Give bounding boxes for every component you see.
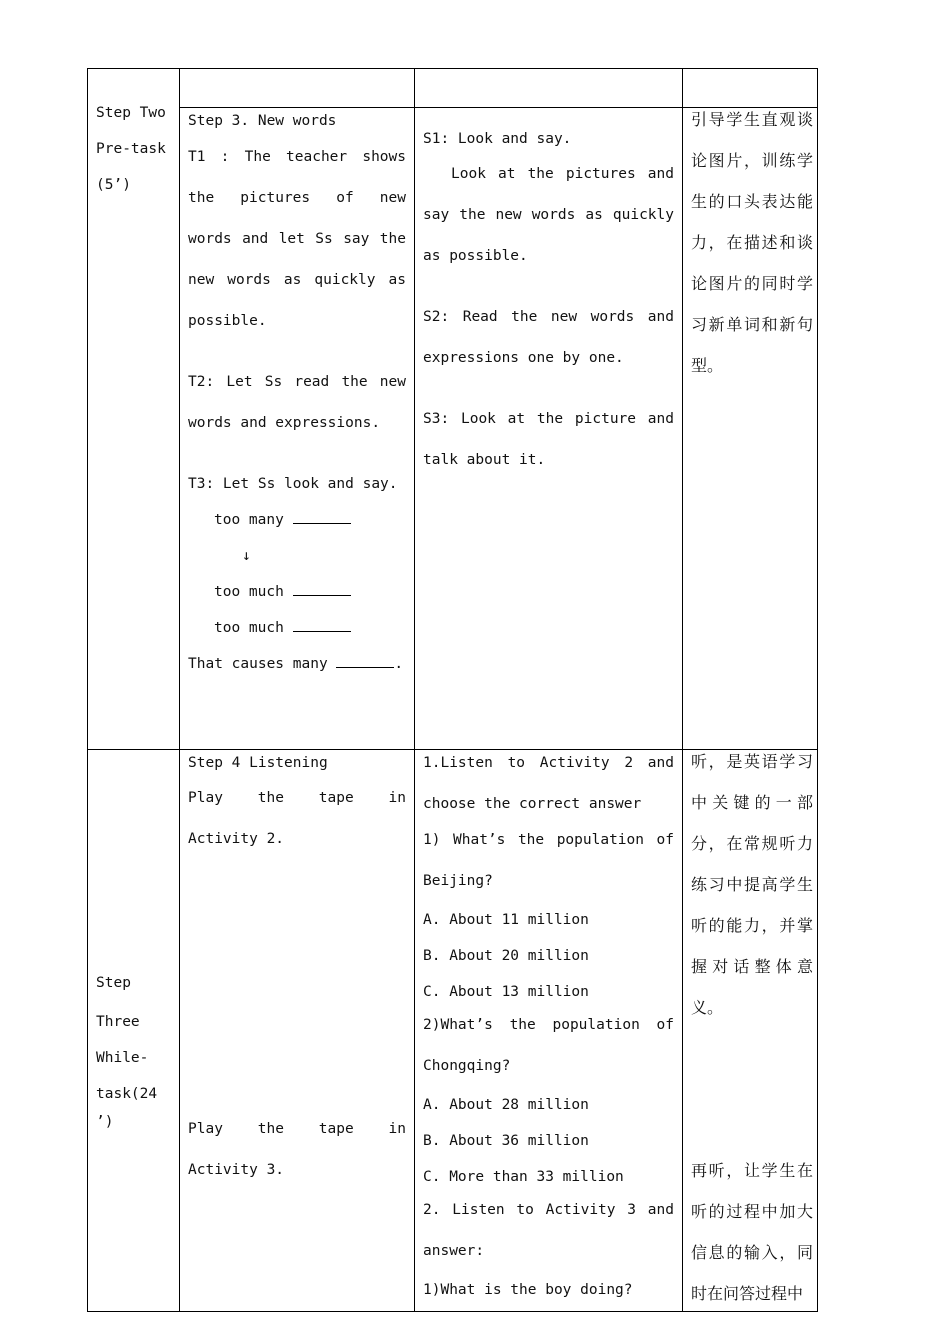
option: A. About 11 million (423, 912, 589, 928)
option: C. More than 33 million (423, 1169, 624, 1185)
student-step-s1-body: Look at the pictures and say the new words as quickly as possible. (423, 166, 674, 264)
answer-blank (293, 595, 351, 596)
step-heading: Step 4 Listening (188, 755, 328, 771)
option: B. About 36 million (423, 1133, 589, 1149)
question-3: 1)What is the boy doing? (423, 1282, 633, 1298)
chain-word: too much (214, 584, 284, 600)
lesson-plan-table (87, 68, 818, 1312)
teacher-activity-cell (188, 111, 406, 674)
student-step-s3: S3: Look at the picture and talk about it. (423, 411, 674, 468)
column-divider (682, 69, 683, 1311)
chain-word: too many (214, 512, 284, 528)
stage-line: ’) (96, 1114, 114, 1130)
down-arrow: ↓ (242, 548, 251, 564)
teacher-step-t3: T3: Let Ss look and say. (188, 476, 398, 492)
purpose-cell-relisten: 再听，让学生在听的过程中加大信息的输入，同时在问答过程中 (691, 1161, 813, 1303)
purpose-cell-whiletask: 听，是英语学习中关键的一部分，在常规听力练习中提高学生听的能力，并掌握对话整体意义。 (691, 752, 813, 1017)
stage-line: Step Two (96, 105, 166, 121)
student-activity-cell (423, 129, 674, 481)
step-heading: Step 3. New words (188, 113, 337, 129)
answer-blank (293, 523, 351, 524)
column-divider (179, 69, 180, 1311)
stage-cell-whiletask (96, 963, 174, 1132)
student-step-s1-title: S1: Look and say. (423, 131, 572, 147)
student-step-s2: S2: Read the new words and expressions one by one. (423, 309, 674, 366)
chain-line (188, 618, 406, 638)
final-line (188, 654, 406, 674)
option: B. About 20 million (423, 948, 589, 964)
teacher-step-t1: T1 : The teacher shows the pictures of new words and let Ss say the new words as quickly as possible. (188, 149, 406, 329)
stage-line: (5’) (96, 177, 131, 193)
listen-task-2: 2. Listen to Activity 3 and answer: (423, 1202, 674, 1259)
purpose-cell-pretask: 引导学生直观谈论图片，训练学生的口头表达能力，在描述和谈论图片的同时学习新单词和新句型。 (691, 110, 813, 375)
stage-cell-pretask (96, 95, 174, 203)
question-1: 1) What’s the population of Beijing? (423, 832, 674, 889)
teacher-play-activity-3: Play the tape in Activity 3. (188, 1121, 406, 1178)
stage-line: Pre-task (96, 141, 166, 157)
student-activity-cell-2 (423, 753, 674, 1308)
answer-blank (293, 631, 351, 632)
period: . (394, 656, 404, 672)
teacher-step-t2: T2: Let Ss read the new words and expressions. (188, 374, 406, 431)
teacher-activity-cell-2 (188, 753, 406, 1178)
stage-line: task(24 (96, 1086, 158, 1102)
stage-line: While- (96, 1050, 149, 1066)
option: A. About 28 million (423, 1097, 589, 1113)
final-text: That causes many (188, 656, 328, 672)
question-2: 2)What’s the population of Chongqing? (423, 1017, 674, 1074)
answer-blank (336, 667, 394, 668)
chain-word: too much (214, 620, 284, 636)
stage-line: Three (96, 1014, 140, 1030)
option: C. About 13 million (423, 984, 589, 1000)
chain-line (188, 582, 406, 602)
column-divider (414, 69, 415, 1311)
listen-task-1: 1.Listen to Activity 2 and choose the correct answer (423, 755, 674, 812)
stage-line: Step (96, 975, 131, 991)
chain-line (188, 510, 406, 530)
teacher-play-activity-2: Play the tape in Activity 2. (188, 790, 406, 847)
